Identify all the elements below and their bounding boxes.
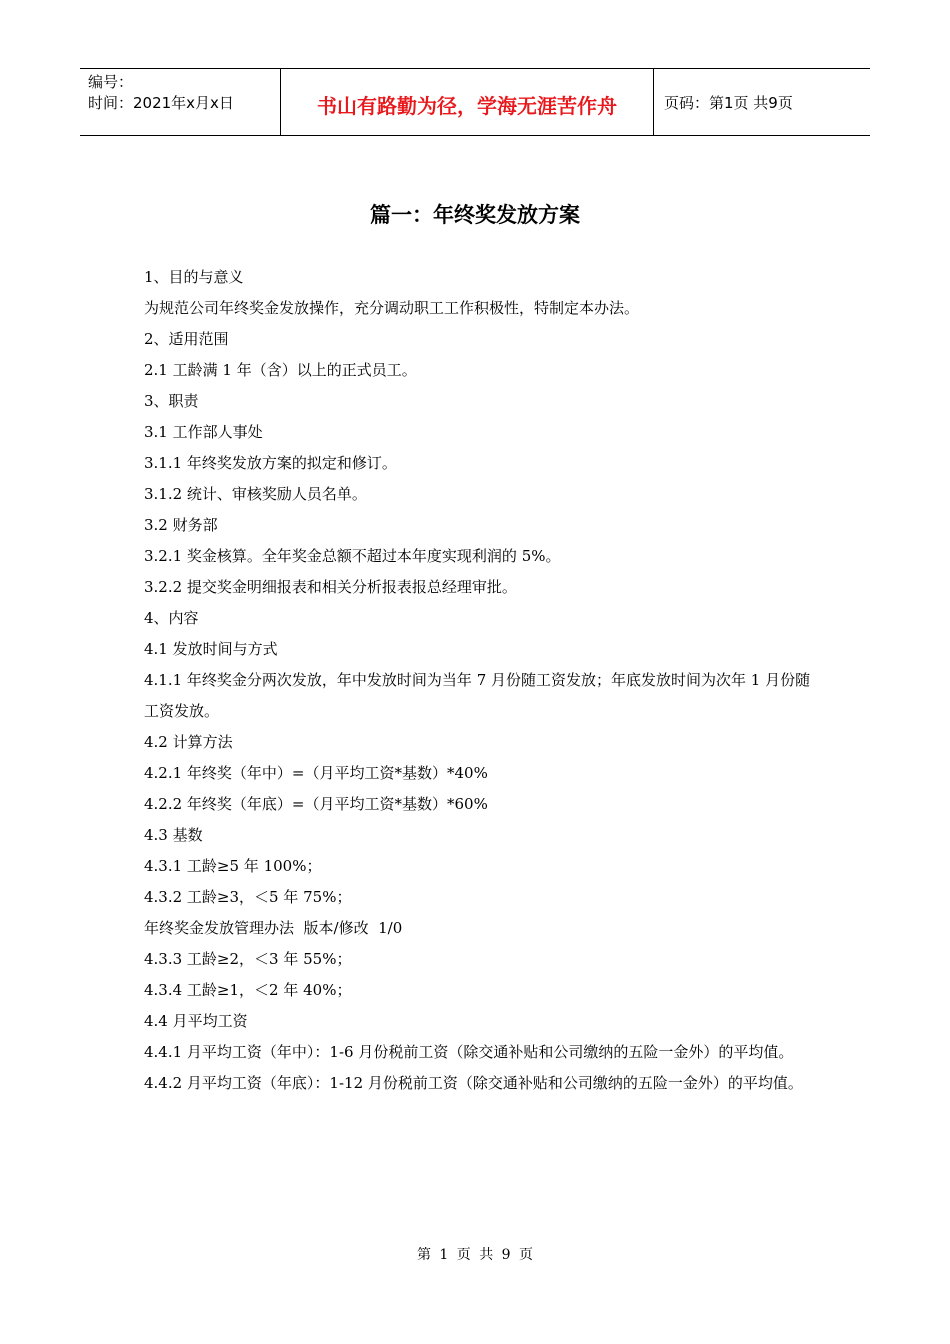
paragraph: 3.2.1 奖金核算。全年奖金总额不超过本年度实现利润的 5%。 (144, 547, 561, 565)
page-footer: 第 1 页 共 9 页 (416, 1247, 534, 1263)
paragraph: 3.2 财务部 (144, 516, 218, 534)
paragraph: 1、目的与意义 (144, 268, 244, 286)
paragraph: 2.1 工龄满 1 年（含）以上的正式员工。 (144, 361, 417, 379)
paragraph: 为规范公司年终奖金发放操作，充分调动职工工作积极性，特制定本办法。 (144, 299, 640, 317)
paragraph: 3.1 工作部人事处 (144, 423, 263, 441)
document-number-label: 编号： (88, 73, 134, 91)
paragraph: 4.3 基数 (144, 826, 203, 844)
paragraph: 4.4.2 月平均工资（年底）：1-12 月份税前工资（除交通补贴和公司缴纳的五险一金外）的平均值。 (144, 1074, 803, 1092)
paragraph: 4.4 月平均工资 (144, 1012, 248, 1030)
header-page-number: 页码：第1页 共9页 (664, 93, 793, 112)
paragraph: 2、适用范围 (144, 330, 229, 348)
paragraph: 年终奖金发放管理办法 版本/修改 1/0 (144, 919, 403, 937)
paragraph: 4.3.2 工龄≥3，＜5 年 75%； (144, 888, 352, 906)
paragraph: 4.3.4 工龄≥1，＜2 年 40%； (144, 981, 352, 999)
document-title: 篇一：年终奖发放方案 (370, 203, 580, 227)
document-time-label: 时间：2021年x月x日 (88, 94, 234, 112)
paragraph: 4.4.1 月平均工资（年中）：1-6 月份税前工资（除交通补贴和公司缴纳的五险一金外）的平均值。 (144, 1043, 794, 1061)
paragraph: 4.1 发放时间与方式 (144, 640, 278, 658)
header-motto: 书山有路勤为径，学海无涯苦作舟 (317, 93, 617, 118)
paragraph: 4.2 计算方法 (144, 733, 233, 751)
paragraph: 4.3.3 工龄≥2，＜3 年 55%； (144, 950, 352, 968)
header-motto-cell (281, 69, 654, 135)
paragraph: 4.2.1 年终奖（年中）=（月平均工资*基数）*40% (144, 764, 488, 782)
paragraph: 3.2.2 提交奖金明细报表和相关分析报表报总经理审批。 (144, 578, 517, 596)
header-page-cell (654, 69, 870, 135)
paragraph: 4、内容 (144, 609, 199, 627)
paragraph: 3.1.2 统计、审核奖励人员名单。 (144, 485, 367, 503)
header-info-cell (80, 69, 281, 135)
paragraph: 4.1.1 年终奖金分两次发放，年中发放时间为当年 7 月份随工资发放；年底发放时间为次年 1 月份随工资发放。 (144, 671, 811, 720)
header-table (80, 68, 870, 136)
paragraph: 4.3.1 工龄≥5 年 100%； (144, 857, 322, 875)
paragraph: 4.2.2 年终奖（年底）=（月平均工资*基数）*60% (144, 795, 488, 813)
paragraph: 3.1.1 年终奖发放方案的拟定和修订。 (144, 454, 397, 472)
document-body (144, 262, 812, 1099)
paragraph: 3、职责 (144, 392, 199, 410)
